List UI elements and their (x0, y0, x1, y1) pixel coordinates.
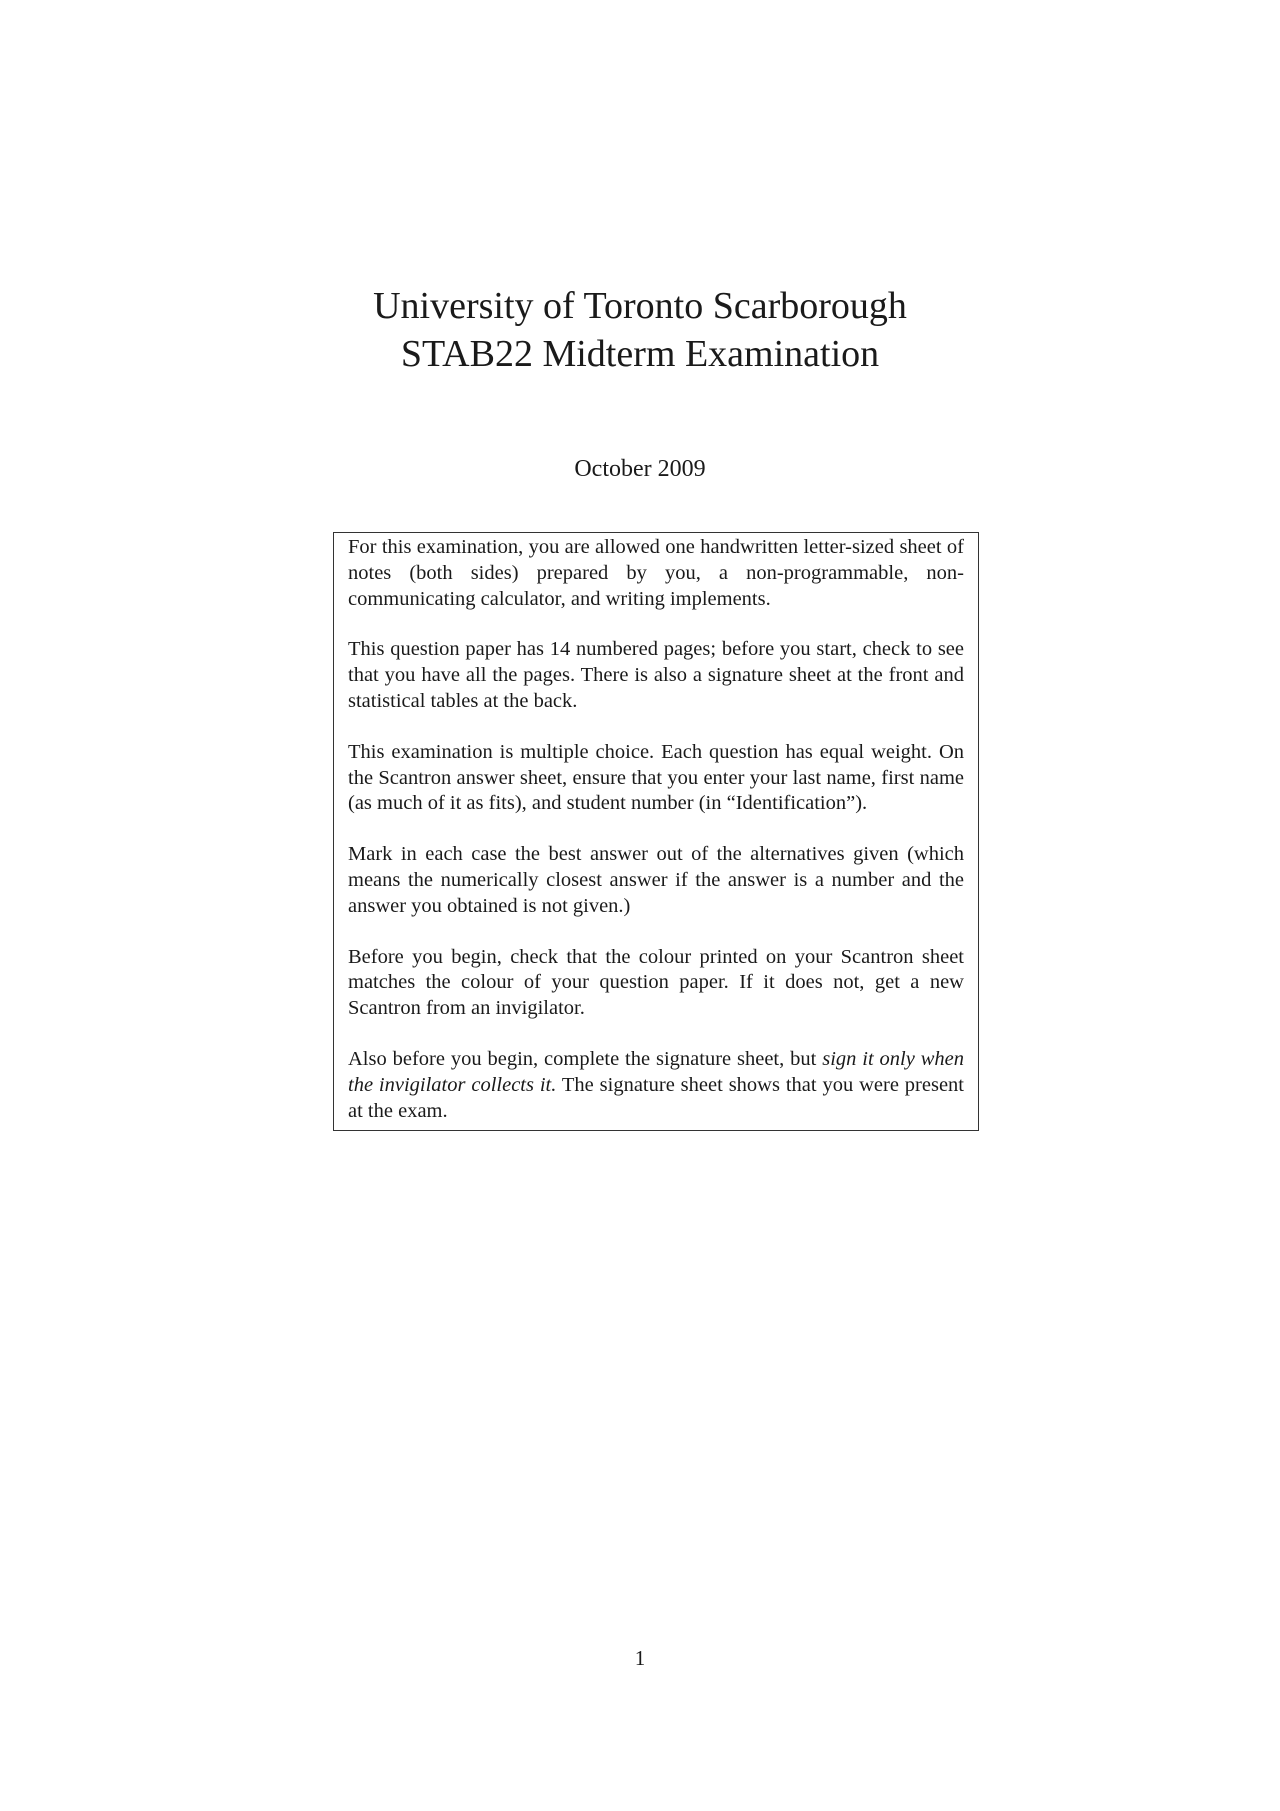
signature-text-italic: sign it only when the invigilator collects it. (348, 1047, 964, 1096)
instruction-scantron-colour: Before you begin, check that the colour printed on your Scantron sheet matches the colour of your question paper. If it does not, get a new Scantron from an invigilator. (348, 945, 964, 1020)
exam-title (0, 282, 1280, 378)
signature-text-start: Also before you begin, complete the signature sheet, but (348, 1047, 823, 1070)
instructions-box (333, 532, 979, 1131)
instruction-best-answer: Mark in each case the best answer out of the alternatives given (which means the numerically closest answer if the answer is a number and the answer you obtained is not given.) (348, 843, 964, 917)
instruction-allowed-materials: For this examination, you are allowed one handwritten letter-sized sheet of notes (both sides) prepared by you, a non-programmable, non-communicating calculator, and writing implements. (348, 536, 964, 610)
signature-text-end: The signature sheet shows that you were present at the exam. (348, 1073, 965, 1122)
instruction-multiple-choice: This examination is multiple choice. Each question has equal weight. On the Scantron answer sheet, ensure that you enter your last name, first name (as much of it as fits), and student number (in “Identification”). (348, 740, 964, 815)
exam-name-title: STAB22 Midterm Examination (400, 333, 880, 375)
page-number: 1 (634, 1646, 646, 1670)
institution-title: University of Toronto Scarborough (373, 285, 907, 327)
instruction-signature-sheet (348, 1047, 964, 1124)
exam-date: October 2009 (574, 456, 706, 482)
instruction-page-count: This question paper has 14 numbered pages; before you start, check to see that you have all the pages. There is also a signature sheet at the front and statistical tables at the back. (348, 638, 964, 712)
